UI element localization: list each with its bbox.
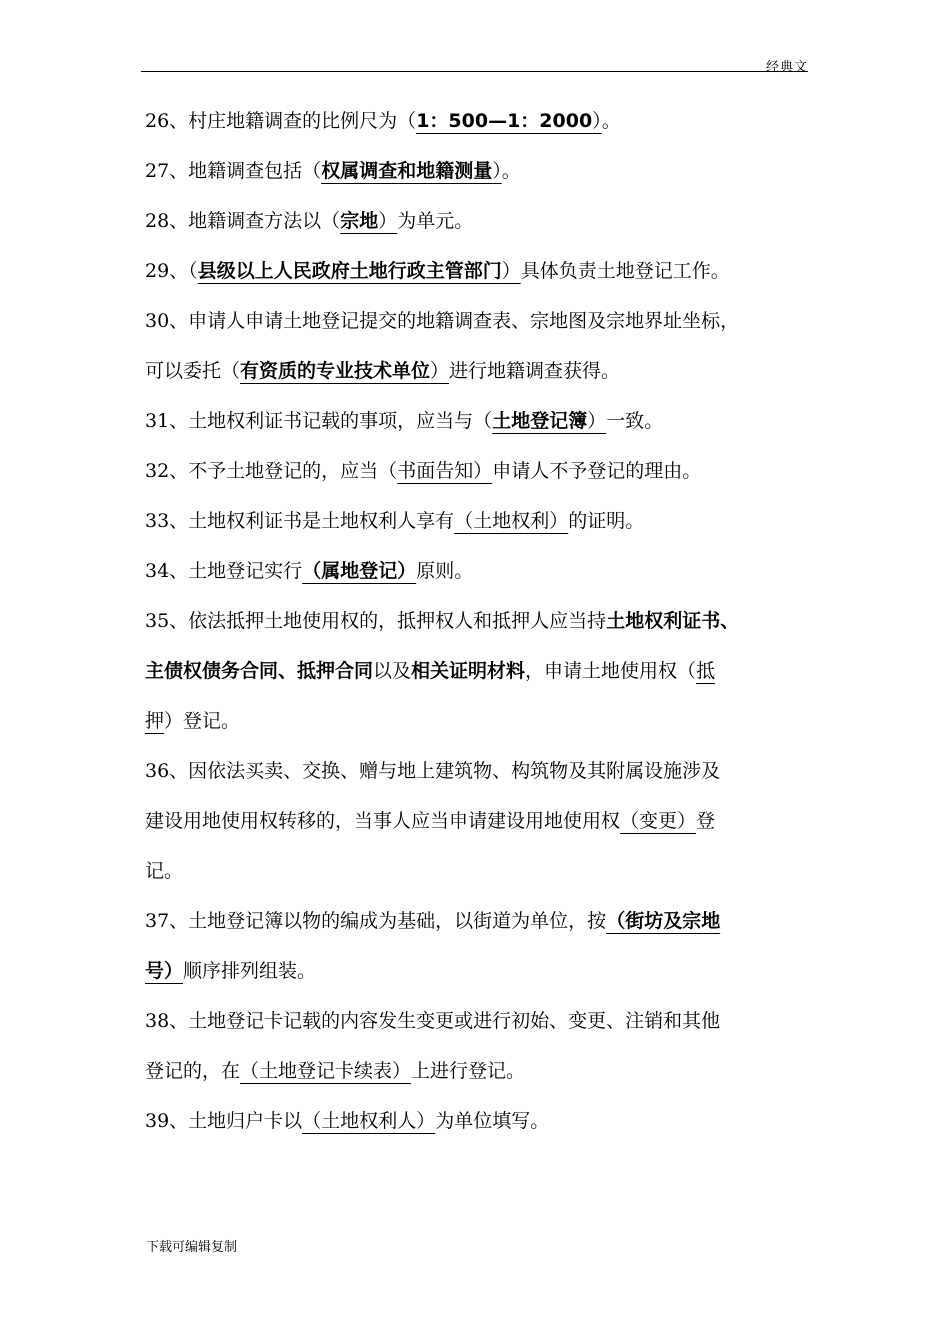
question-34: 34、土地登记实行（属地登记）原则。 [145,560,474,582]
question-35-line-2: 主债权债务合同、抵押合同以及相关证明材料，申请土地使用权（抵 [145,660,716,682]
question-list [145,96,817,1146]
question-31: 31、土地权利证书记载的事项，应当与（土地登记簿）一致。 [145,410,664,432]
question-38-line-1: 38、土地登记卡记载的内容发生变更或进行初始、变更、注销和其他 [145,1010,721,1032]
answer-blank: （土地登记卡续表） [240,1060,412,1082]
question-38-line-2: 登记的，在（土地登记卡续表）上进行登记。 [145,1060,526,1082]
question-30-line-2: 可以委托（有资质的专业技术单位）进行地籍调查获得。 [145,360,621,382]
question-27: 27、地籍调查包括（权属调查和地籍测量）。 [145,160,521,182]
question-26: 26、村庄地籍调查的比例尺为（1：500—1：2000）。 [145,110,621,132]
question-29: 29、（县级以上人民政府土地行政主管部门）具体负责土地登记工作。 [145,260,730,282]
question-35-line-3: 押）登记。 [145,710,241,732]
question-36-line-3: 记。 [145,860,184,882]
answer-blank: 权属调查和地籍测量 [321,160,493,182]
answer-blank: 押 [145,710,165,732]
answer-blank: （土地权利） [454,510,569,532]
page-header-label: 经典文 [765,60,808,75]
question-39: 39、土地归户卡以（土地权利人）为单位填写。 [145,1110,550,1132]
answer-blank: 有资质的专业技术单位 [240,360,431,382]
answer-blank: （街坊及宗地 [606,910,721,932]
question-35-line-1: 35、依法抵押土地使用权的，抵押权人和抵押人应当持土地权利证书、 [145,610,740,632]
answer-blank: （土地权利人） [302,1110,436,1132]
answer-blank: （变更） [620,810,697,832]
header-divider [141,71,808,72]
question-37-line-1: 37、土地登记簿以物的编成为基础，以街道为单位，按（街坊及宗地 [145,910,721,932]
question-32: 32、不予土地登记的，应当（书面告知）申请人不予登记的理由。 [145,460,702,482]
answer-blank: 宗地 [340,210,379,232]
answer-blank: 号） [145,960,184,982]
answer-blank: 抵 [696,660,716,682]
question-28: 28、地籍调查方法以（宗地）为单元。 [145,210,474,232]
page-footer-label: 下载可编辑复制 [146,1240,238,1255]
question-30-line-1: 30、申请人申请土地登记提交的地籍调查表、宗地图及宗地界址坐标， [145,310,740,332]
answer-blank: （属地登记） [302,560,417,582]
question-36-line-1: 36、因依法买卖、交换、赠与地上建筑物、构筑物及其附属设施涉及 [145,760,721,782]
question-36-line-2: 建设用地使用权转移的，当事人应当申请建设用地使用权（变更）登 [145,810,716,832]
question-37-line-2: 号）顺序排列组装。 [145,960,317,982]
answer-blank: 县级以上人民政府土地行政主管部门 [197,260,502,282]
answer-blank: 土地登记簿 [492,410,588,432]
answer-blank: 1：500—1：2000 [416,110,593,132]
question-33: 33、土地权利证书是土地权利人享有（土地权利）的证明。 [145,510,645,532]
answer-blank: 书面告知 [397,460,474,482]
